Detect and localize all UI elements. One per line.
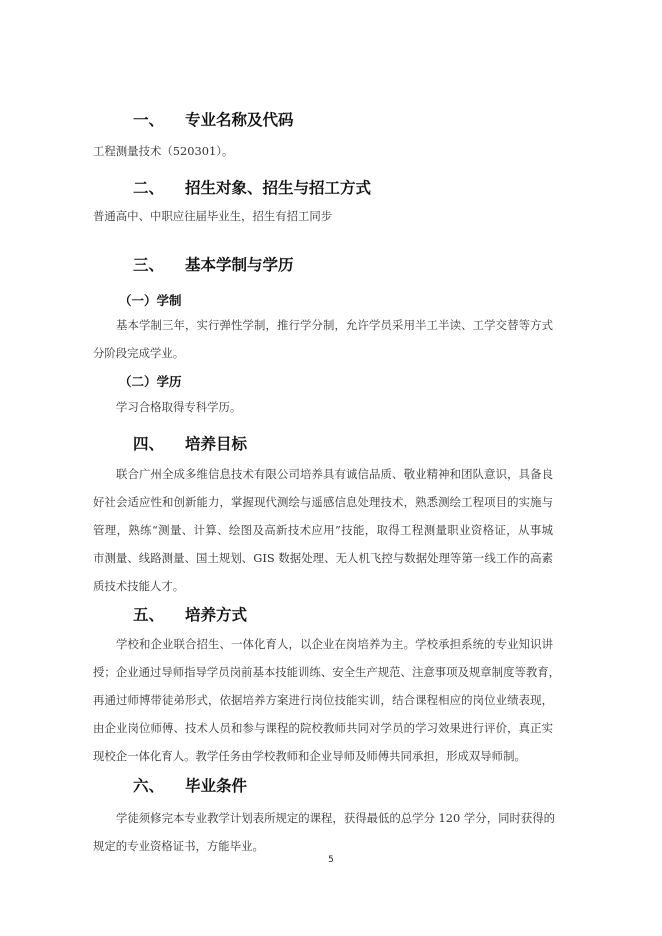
section-heading-5 — [133, 603, 247, 625]
paragraph-line: 市测量、线路测量、国土规划、GIS 数据处理、无人机飞控与数据处理等第一线工作的高素 — [93, 551, 553, 565]
section-2-body: 普通高中、中职应往届毕业生，招生有招工同步 — [93, 209, 333, 223]
paragraph-line: 授；企业通过导师指导学员岗前基本技能训练、安全生产规范、注意事项及规章制度等教育， — [93, 665, 561, 679]
section-title: 培养方式 — [185, 606, 248, 624]
section-title: 招生对象、招生与招工方式 — [185, 179, 372, 197]
paragraph-line: 由企业岗位师傅、技术人员和参与课程的院校教师共同对学员的学习效果进行评价，真正实 — [93, 721, 553, 735]
paragraph-line: 质技术技能人才。 — [93, 579, 185, 593]
section-heading-2 — [133, 176, 371, 198]
paragraph-line: 规定的专业资格证书，方能毕业。 — [93, 839, 264, 853]
section-title: 专业名称及代码 — [185, 111, 294, 129]
subsection-heading-xueli: （二）学历 — [119, 374, 182, 389]
section-heading-1 — [133, 108, 294, 130]
section-4-body — [93, 460, 553, 600]
paragraph-line: 再通过师博带徒弟形式，依据培养方案进行岗位技能实训，结合课程相应的岗位业绩表现， — [93, 693, 553, 707]
subsection-heading-xuezhi: （一）学制 — [119, 293, 182, 308]
paragraph-line: 现校企一体化育人。教学任务由学校教师和企业导师及师傅共同承担，形成双导师制。 — [93, 749, 526, 763]
paragraph-line: 基本学制三年，实行弹性学制，推行学分制，允许学员采用半工半读、工学交替等方式 — [116, 318, 553, 332]
section-number: 三、 — [133, 256, 165, 274]
section-title: 毕业条件 — [185, 777, 248, 795]
paragraph-line: 好社会适应性和创新能力，掌握现代测绘与遥感信息处理技术，熟悉测绘工程项目的实施与 — [93, 495, 553, 509]
paragraph-line: 管理，熟练“测量、计算、绘图及高新技术应用”技能，取得工程测量职业资格证，从事城 — [93, 523, 553, 537]
paragraph-line: 学校和企业联合招生、一体化育人，以企业在岗培养为主。学校承担系统的专业知识讲 — [116, 637, 553, 651]
section-heading-6 — [133, 774, 247, 796]
paragraph-line: 分阶段完成学业。 — [93, 346, 185, 360]
section-number: 五、 — [133, 606, 165, 624]
section-1-body: 工程测量技术（520301）。 — [93, 144, 234, 158]
section-number: 二、 — [133, 179, 165, 197]
section-heading-3 — [133, 253, 294, 275]
section-5-body — [93, 630, 561, 770]
page-number: 5 — [328, 855, 334, 865]
section-title: 基本学制与学历 — [185, 256, 294, 274]
subsection-xueli-body: 学习合格取得专科学历。 — [116, 400, 242, 414]
section-6-body — [93, 804, 556, 860]
paragraph-line: 学徒须修完本专业教学计划表所规定的课程，获得最低的总学分 120 学分，同时获得的 — [116, 811, 556, 825]
section-title: 培养目标 — [185, 435, 248, 453]
section-heading-4 — [133, 432, 247, 454]
section-number: 一、 — [133, 111, 165, 129]
paragraph-line: 联合广州全成多维信息技术有限公司培养具有诚信品质、敬业精神和团队意识，具备良 — [116, 467, 553, 481]
section-number: 四、 — [133, 435, 165, 453]
subsection-xuezhi-body — [93, 311, 553, 367]
section-number: 六、 — [133, 777, 165, 795]
